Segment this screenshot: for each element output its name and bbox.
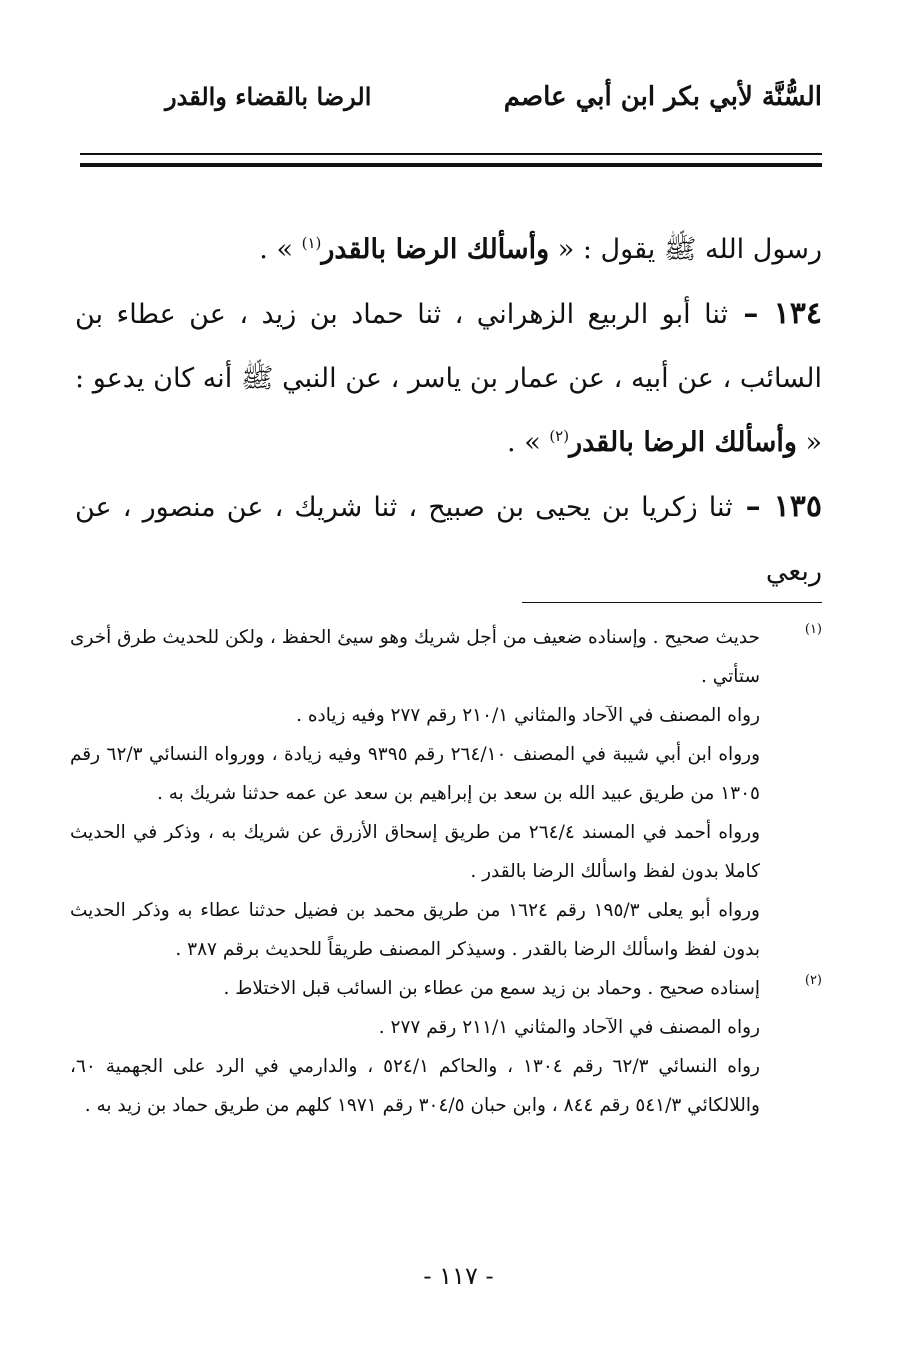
- page-number: - ١١٧ -: [423, 1262, 494, 1290]
- footnote-line: رواه المصنف في الآحاد والمثاني ٢١١/١ رقم ٢٧٧ .: [378, 1017, 760, 1038]
- footnote-2: [70, 969, 822, 1125]
- footnote-separator: [522, 602, 822, 603]
- footnote-line: إسناده صحيح . وحماد بن زيد سمع من عطاء بن السائب قبل الاختلاط .: [223, 978, 760, 999]
- text-line-continuation: رسول الله ﷺ يقول : « وأسألك الرضا بالقدر$^{(١)}$ » .: [259, 234, 822, 265]
- hadith-number-135: ١٣٥ –: [732, 489, 822, 524]
- hadith-number-134: ١٣٤ –: [728, 296, 823, 331]
- footnotes: [70, 618, 822, 1125]
- footnote-line: ورواه أبو يعلى ١٩٥/٣ رقم ١٦٢٤ من طريق محمد بن فضيل حدثنا عطاء به وذكر الحديث بدون لفظ واسألك الرضا بالقدر . وسيذكر المصنف طريقاً للحديث برقم ٣٨٧ .: [70, 900, 760, 960]
- footnote-line: رواه المصنف في الآحاد والمثاني ٢١٠/١ رقم ٢٧٧ وفيه زياده .: [296, 705, 760, 726]
- hadith-quote: وأسألك الرضا بالقدر: [569, 427, 797, 458]
- book-title: السُّنَّة لأبي بكر ابن أبي عاصم: [503, 82, 822, 112]
- footnote-ref-1[interactable]: (١): [301, 234, 322, 252]
- footnote-1: [70, 618, 822, 969]
- footnote-line: ورواه أحمد في المسند ٢٦٤/٤ من طريق إسحاق الأزرق عن شريك به ، وذكر في الحديث كاملا بدون لفظ واسألك الرضا بالقدر .: [70, 822, 760, 882]
- header-rule-thick: [80, 163, 822, 167]
- hadith-quote: وأسألك الرضا بالقدر: [321, 234, 550, 265]
- footnote-marker: (١): [804, 622, 822, 637]
- hadith-135-text: ثنا زكريا بن يحيى بن صبيح ، ثنا شريك ، عن منصور ، عن ربعي: [75, 492, 822, 587]
- chapter-title: الرضا بالقضاء والقدر: [165, 82, 372, 111]
- header-rule-thin: [80, 153, 822, 155]
- hadith-135: [75, 475, 822, 604]
- hadith-134: ١٣٤ – ثنا أبو الربيع الزهراني ، ثنا حماد بن زيد ، عن عطاء بن السائب ، عن أبيه ، عن عمار بن ياسر ، عن النبي ﷺ أنه كان يدعو : « وأسألك الرضا بالقدر$^{(٢)}$ » .: [75, 296, 823, 458]
- footnote-line: رواه النسائي ٦٢/٣ رقم ١٣٠٤ ، والحاكم ٥٢٤/١ ، والدارمي في الرد على الجهمية ٦٠، واللالكائي ٥٤١/٣ رقم ٨٤٤ ، وابن حبان ٣٠٤/٥ رقم ١٩٧١ كلهم من طريق حماد بن زيد به .: [70, 1056, 760, 1116]
- footnote-line: ورواه ابن أبي شيبة في المصنف ٢٦٤/١٠ رقم ٩٣٩٥ وفيه زيادة ، وورواه النسائي ٦٢/٣ رقم ١٣٠٥ من طريق عبيد الله بن سعد بن إبراهيم بن سعد عن عمه حدثنا شريك به .: [70, 744, 760, 804]
- main-text: [75, 218, 822, 604]
- footnote-ref-2[interactable]: (٢): [549, 427, 570, 445]
- footnote-marker: (٢): [804, 973, 822, 988]
- hadith-134-text: ثنا أبو الربيع الزهراني ، ثنا حماد بن زيد ، عن عطاء بن السائب ، عن أبيه ، عن عمار بن ياسر ، عن النبي ﷺ أنه كان يدعو : «: [75, 299, 822, 458]
- footnote-line: حديث صحيح . وإسناده ضعيف من أجل شريك وهو سيئ الحفظ ، ولكن للحديث طرق أخرى ستأتي .: [70, 627, 760, 687]
- running-header: [70, 82, 822, 122]
